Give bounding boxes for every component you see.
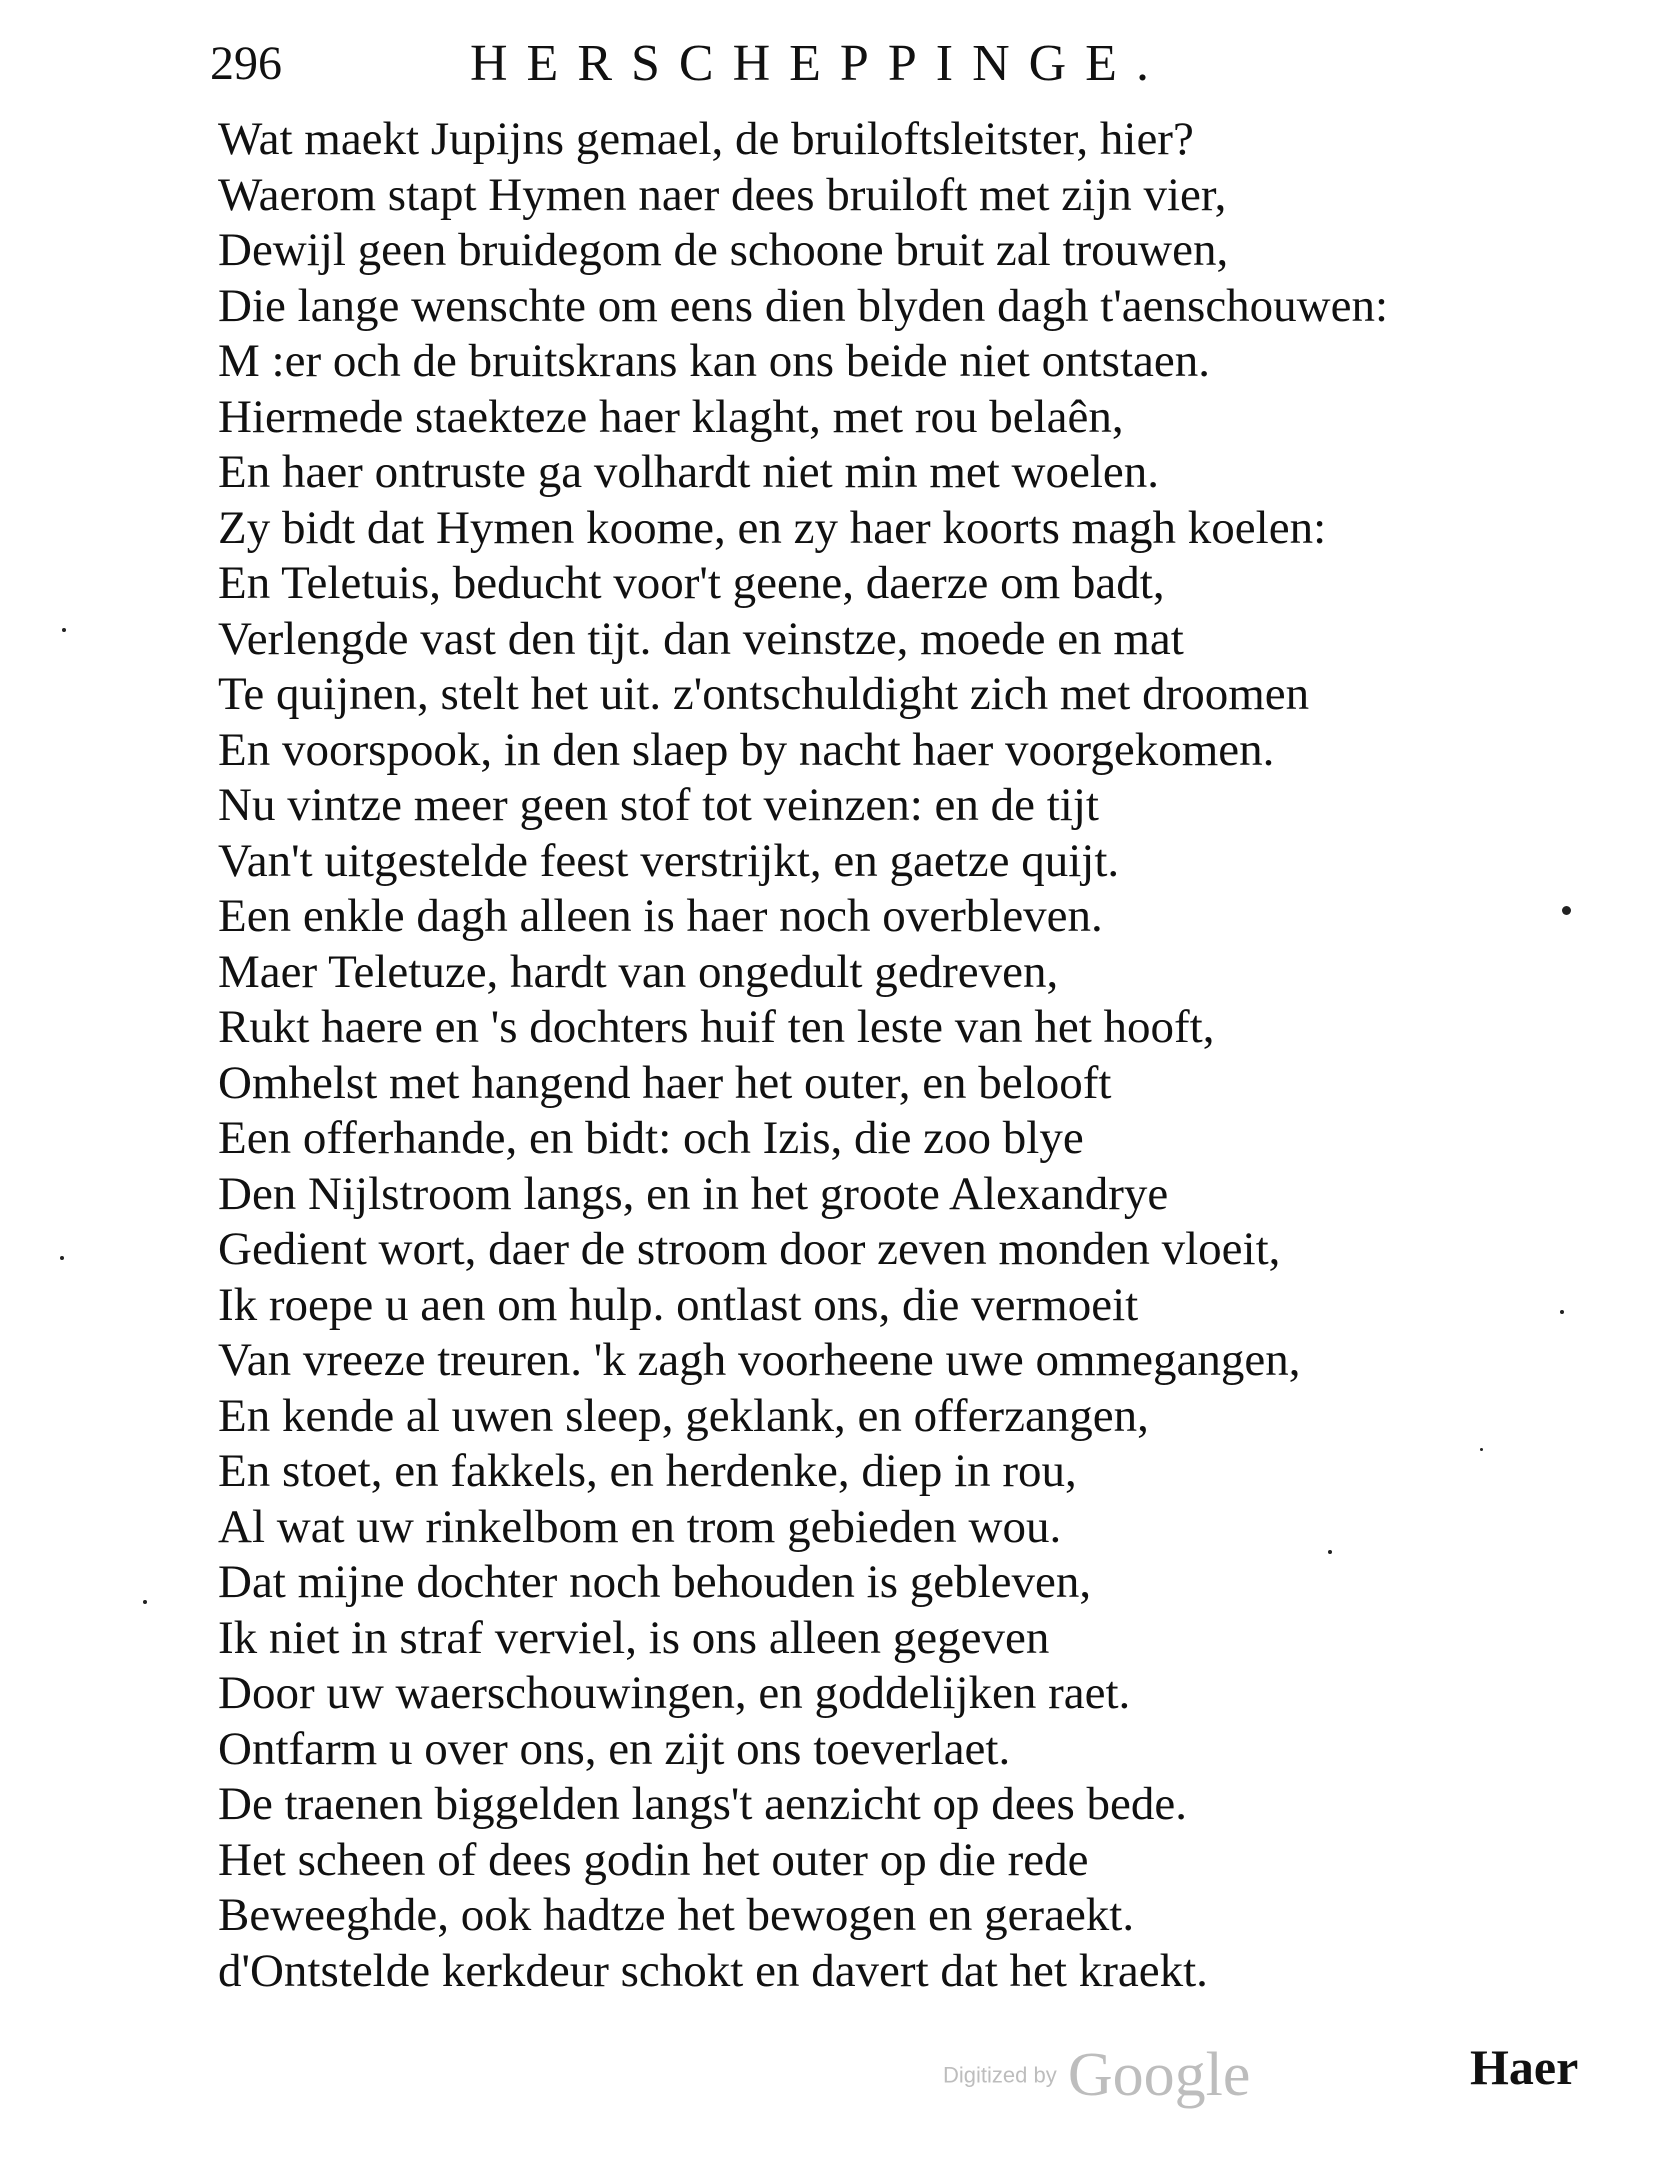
ink-speck [1562,906,1571,915]
verse-line: Ik roepe u aen om hulp. ontlast ons, die vermoeit [218,1278,1139,1331]
verse-line: Den Nijlstroom langs, en in het groote Alexandrye [218,1167,1169,1220]
ink-speck [143,1600,147,1604]
verse-line: Een enkle dagh alleen is haer noch overbleven. [218,890,1103,942]
page-number: 296 [210,37,282,90]
verse-line: Door uw waerschouwingen, en goddelijken raet. [218,1667,1131,1719]
catchword: Haer [1470,2039,1579,2095]
verse-block [218,112,1618,1999]
watermark-prefix: Digitized by [943,2062,1057,2088]
verse-line: Ik niet in straf verviel, is ons alleen gegeven [218,1611,1050,1664]
verse-line: Omhelst met hangend haer het outer, en belooft [218,1056,1112,1109]
verse-line: Dewijl geen bruidegom de schoone bruit zal trouwen, [218,224,1229,276]
verse-line: En voorspook, in den slaep by nacht haer voorgekomen. [218,723,1275,776]
verse-line: Beweeghde, ook hadtze het bewogen en geraekt. [218,1889,1135,1941]
verse-line: Verlengde vast den tijt. dan veinstze, moede en mat [218,612,1184,665]
ink-speck [62,628,66,632]
ink-speck [60,1256,64,1260]
page-header [210,30,1360,100]
verse-line: Het scheen of dees godin het outer op die rede [218,1833,1089,1886]
verse-line: Maer Teletuze, hardt van ongedult gedreven, [218,945,1059,998]
verse-line: Nu vintze meer geen stof tot veinzen: en de tijt [218,779,1099,831]
verse-line: Van't uitgestelde feest verstrijkt, en gaetze quijt. [218,834,1120,887]
verse-line: Die lange wenschte om eens dien blyden dagh t'aenschouwen: [218,279,1389,332]
verse-line: En Teletuis, beducht voor't geene, daerze om badt, [218,557,1165,609]
verse-line: Van vreeze treuren. 'k zagh voorheene uwe ommegangen, [218,1334,1301,1386]
verse-line: d'Ontstelde kerkdeur schokt en davert dat het kraekt. [218,1944,1208,1997]
verse-line: Een offerhande, en bidt: och Izis, die zoo blye [218,1112,1084,1164]
ink-speck [1480,1448,1483,1451]
verse-line: Al wat uw rinkelbom en trom gebieden wou. [218,1500,1062,1553]
ink-speck [1560,1310,1564,1314]
verse-line: M :er och de bruitskrans kan ons beide niet ontstaen. [218,335,1210,387]
digitized-watermark [943,2040,1250,2111]
verse-line: Te quijnen, stelt het uit. z'ontschuldight zich met droomen [218,668,1310,720]
verse-line: Gedient wort, daer de stroom door zeven monden vloeit, [218,1223,1281,1275]
verse-line: En stoet, en fakkels, en herdenke, diep in rou, [218,1445,1077,1497]
google-logo: Google [1067,2041,1251,2109]
verse-line: Waerom stapt Hymen naer dees bruiloft met zijn vier, [218,168,1227,221]
verse-line: Rukt haere en 's dochters huif ten leste van het hooft, [218,1001,1215,1053]
verse-line: Dat mijne dochter noch behouden is gebleven, [218,1556,1092,1608]
verse-line: En kende al uwen sleep, geklank, en offerzangen, [218,1389,1149,1442]
running-head: HERSCHEPPINGE. [470,35,1168,92]
verse-line: De traenen biggelden langs't aenzicht op dees bede. [218,1778,1187,1830]
verse-line: Wat maekt Jupijns gemael, de bruiloftsleitster, hier? [218,113,1194,165]
verse-line: Hiermede staekteze haer klaght, met rou belaên, [218,390,1124,443]
verse-line: Zy bidt dat Hymen koome, en zy haer koorts magh koelen: [218,501,1327,554]
ink-speck [1328,1550,1332,1554]
verse-line: Ontfarm u over ons, en zijt ons toeverlaet. [218,1722,1011,1775]
verse-line: En haer ontruste ga volhardt niet min met woelen. [218,446,1160,498]
